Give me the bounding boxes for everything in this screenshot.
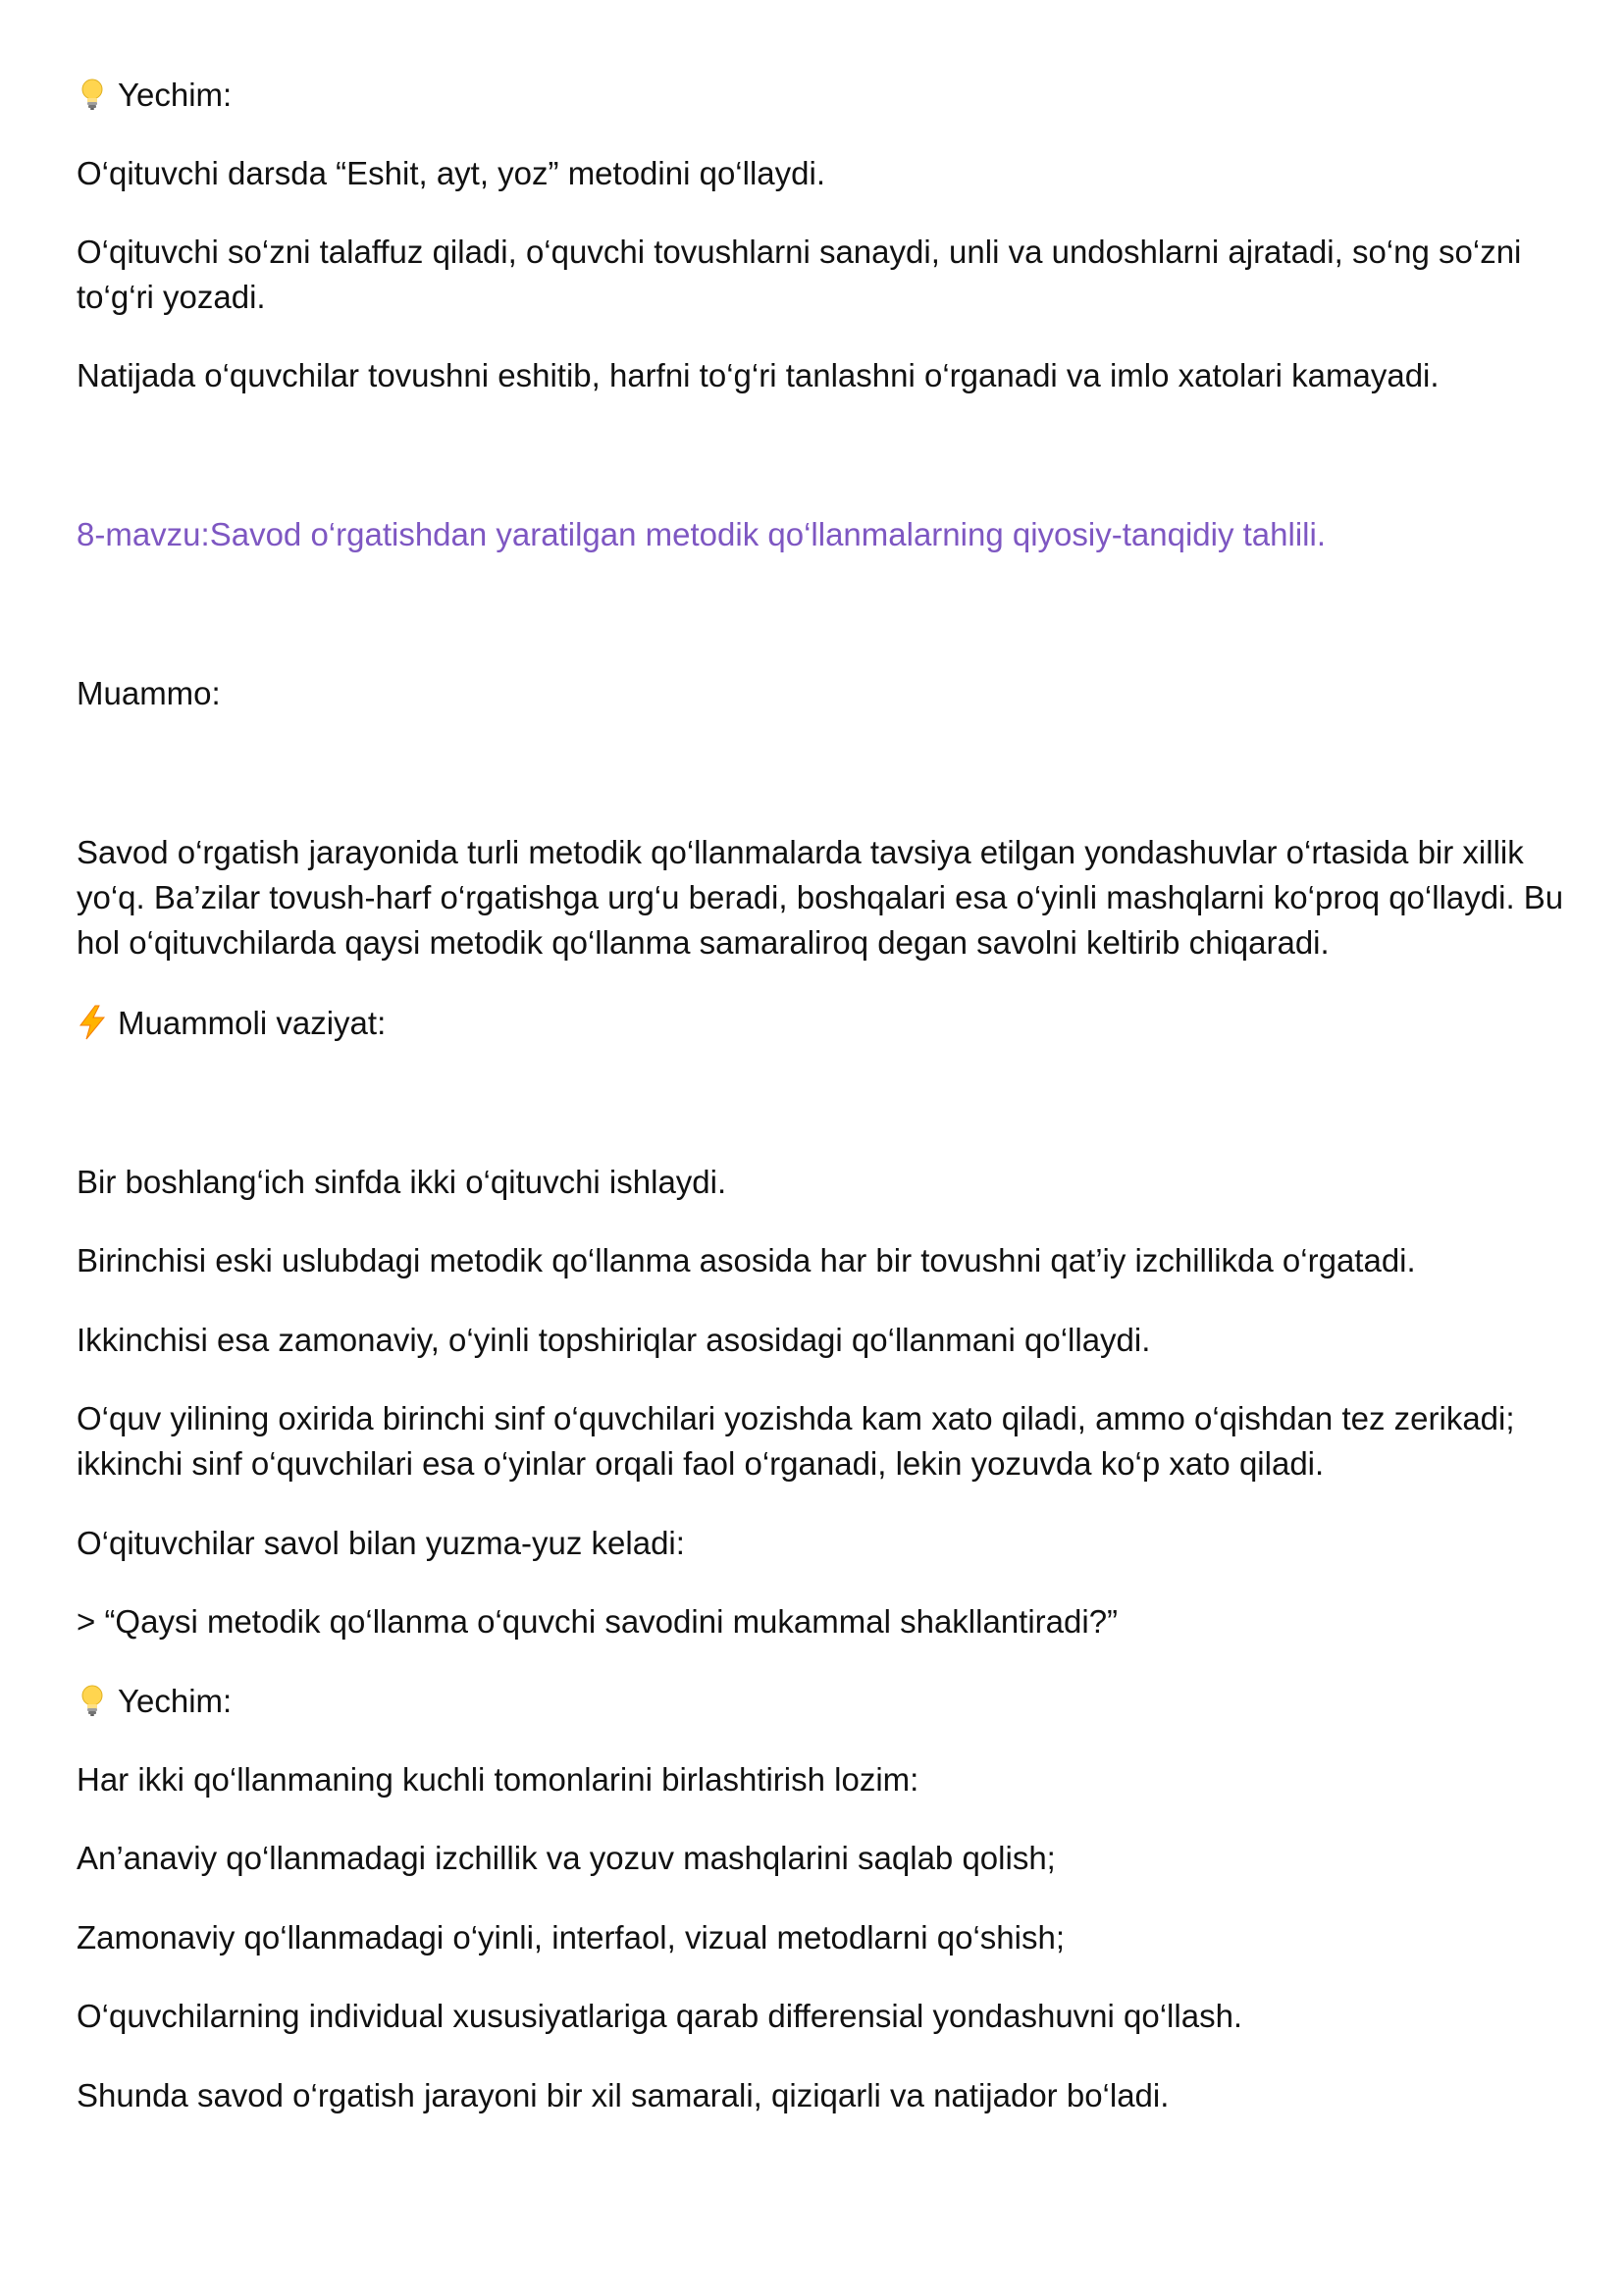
paragraph: O‘qituvchilar savol bilan yuzma-yuz keladi: (77, 1525, 685, 1561)
paragraph: Ikkinchisi esa zamonaviy, o‘yinli topshiriqlar asosidagi qo‘llanmani qo‘llaydi. (77, 1322, 1151, 1358)
paragraph: Har ikki qo‘llanmaning kuchli tomonlarini birlashtirish lozim: (77, 1761, 919, 1798)
lightbulb-icon (77, 1683, 108, 1718)
paragraph: Shunda savod o‘rgatish jarayoni bir xil samarali, qiziqarli va natijador bo‘ladi. (77, 2077, 1170, 2113)
yechim-heading-2 (77, 1679, 1568, 1724)
lightning-icon (77, 1005, 108, 1040)
yechim-heading-1 (77, 73, 1568, 118)
paragraph: Natijada o‘quvchilar tovushni eshitib, harfni to‘g‘ri tanlashni o‘rganadi va imlo xatolari kamayadi. (77, 357, 1440, 393)
paragraph: An’anaviy qo‘llanmadagi izchillik va yozuv mashqlarini saqlab qolish; (77, 1840, 1056, 1876)
muammo-text: Savod o‘rgatish jarayonida turli metodik qo‘llanmalarda tavsiya etilgan yondashuvlar o‘rtasida bir xillik yo‘q. Ba’zilar tovush-harf o‘rgatishga urg‘u beradi, boshqalari esa o‘yinli mashqlarni ko‘proq qo‘llaydi. Bu hol o‘qituvchilarda qaysi metodik qo‘llanma samaraliroq degan savolni keltirib chiqaradi. (77, 834, 1564, 961)
paragraph: Bir boshlang‘ich sinfda ikki o‘qituvchi ishlaydi. (77, 1164, 727, 1200)
muammoli-label: Muammoli vaziyat: (118, 1005, 387, 1041)
paragraph: Birinchisi eski uslubdagi metodik qo‘llanma asosida har bir tovushni qat’iy izchillikda o‘rgatadi. (77, 1242, 1416, 1278)
yechim-label: Yechim: (118, 1683, 233, 1719)
quote-paragraph: > “Qaysi metodik qo‘llanma o‘quvchi savodini mukammal shakllantiradi?” (77, 1603, 1119, 1640)
lightbulb-icon (77, 77, 108, 112)
paragraph: O‘qituvchi darsda “Eshit, ayt, yoz” metodini qo‘llaydi. (77, 155, 825, 191)
muammo-label: Muammo: (77, 675, 221, 711)
yechim-label: Yechim: (118, 77, 233, 113)
paragraph: O‘quvchilarning individual xususiyatlariga qarab differensial yondashuvni qo‘llash. (77, 1998, 1243, 2034)
paragraph: Zamonaviy qo‘llanmadagi o‘yinli, interfaol, vizual metodlarni qo‘shish; (77, 1919, 1065, 1956)
topic-heading: 8-mavzu:Savod o‘rgatishdan yaratilgan metodik qo‘llanmalarning qiyosiy-tanqidiy tahlili. (77, 516, 1326, 552)
muammoli-vaziyat-heading (77, 1001, 1568, 1046)
paragraph: O‘qituvchi so‘zni talaffuz qiladi, o‘quvchi tovushlarni sanaydi, unli va undoshlarni ajratadi, so‘ng so‘zni to‘g‘ri yozadi. (77, 234, 1522, 315)
paragraph: O‘quv yilining oxirida birinchi sinf o‘quvchilari yozishda kam xato qiladi, ammo o‘qishdan tez zerikadi; ikkinchi sinf o‘quvchilari esa o‘yinlar orqali faol o‘rganadi, lekin yozuvda ko‘p xato qiladi. (77, 1400, 1515, 1482)
